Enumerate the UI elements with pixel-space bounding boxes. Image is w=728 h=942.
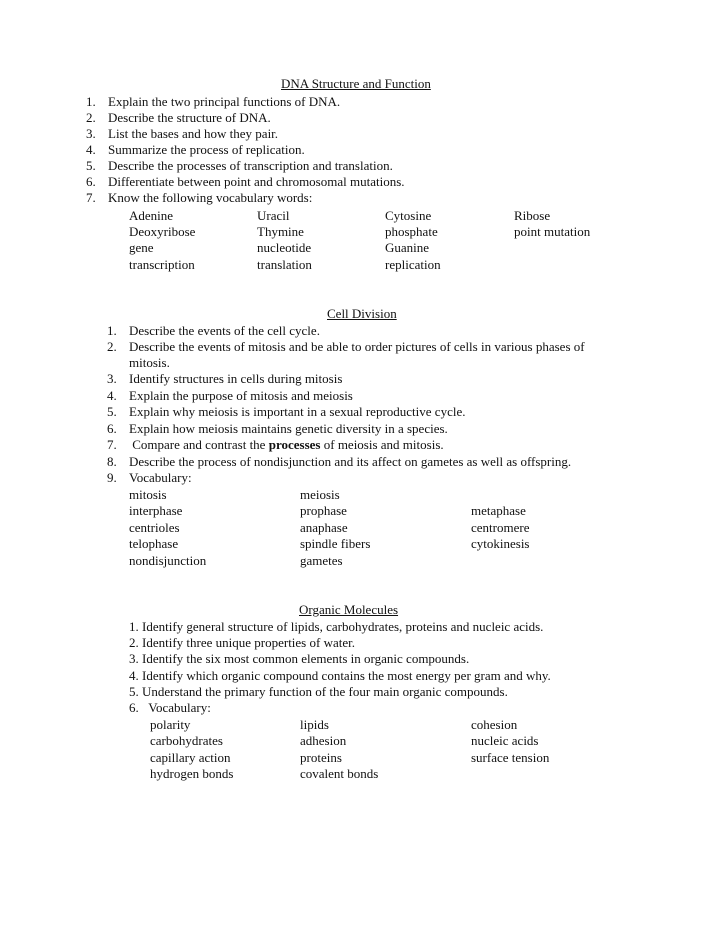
- item-text: Describe the events of the cell cycle.: [129, 323, 320, 338]
- vocab-word: surface tension: [471, 750, 550, 765]
- vocab-word: nucleic acids: [471, 733, 539, 748]
- item-text: Explain how meiosis maintains genetic diversity in a species.: [129, 421, 448, 436]
- vocab-word: Cytosine: [385, 208, 432, 223]
- item-text: [129, 437, 444, 453]
- emphasis-word: processes: [268, 437, 321, 452]
- cell-division-section-title: Cell Division: [327, 306, 397, 321]
- vocab-word: metaphase: [471, 503, 526, 518]
- vocab-word: prophase: [300, 503, 347, 518]
- list-item: 3. Identify the six most common elements in organic compounds.: [129, 651, 470, 666]
- item-number: 6.: [86, 174, 96, 189]
- item-text: Know the following vocabulary words:: [108, 190, 313, 205]
- vocab-word: capillary action: [150, 750, 231, 765]
- list-item: 6. Vocabulary:: [129, 700, 211, 715]
- organic-molecules-section-title: Organic Molecules: [299, 602, 399, 617]
- item-number: 3.: [86, 126, 96, 141]
- item-text: Explain the two principal functions of DNA.: [108, 94, 341, 109]
- vocab-word: meiosis: [300, 487, 340, 502]
- item-number: 3.: [107, 371, 117, 386]
- vocab-word: polarity: [150, 717, 191, 732]
- vocab-word: centrioles: [129, 520, 180, 535]
- list-item: 4. Identify which organic compound contains the most energy per gram and why.: [129, 668, 551, 683]
- item-text: Differentiate between point and chromosomal mutations.: [108, 174, 405, 189]
- vocab-word: hydrogen bonds: [150, 766, 234, 781]
- item-text-continued: mitosis.: [129, 355, 170, 370]
- vocab-word: covalent bonds: [300, 766, 379, 781]
- item-number: 1.: [107, 323, 117, 338]
- dna-section-title: DNA Structure and Function: [281, 76, 431, 91]
- vocab-word: lipids: [300, 717, 329, 732]
- item-number: 1.: [86, 94, 96, 109]
- list-item: 5. Understand the primary function of the four main organic compounds.: [129, 684, 508, 699]
- item-number: 9.: [107, 470, 117, 485]
- item-text: Explain the purpose of mitosis and meiosis: [129, 388, 353, 403]
- item-number: 7.: [86, 190, 96, 205]
- vocab-word: translation: [257, 257, 312, 272]
- list-item: 1. Identify general structure of lipids, carbohydrates, proteins and nucleic acids.: [129, 619, 544, 634]
- item-number: 4.: [86, 142, 96, 157]
- vocab-word: Ribose: [514, 208, 551, 223]
- item-text: Describe the process of nondisjunction and its affect on gametes as well as offspring.: [129, 454, 572, 469]
- vocab-word: Guanine: [385, 240, 430, 255]
- item-number: 2.: [107, 339, 117, 354]
- vocab-word: Thymine: [257, 224, 304, 239]
- vocab-word: gene: [129, 240, 154, 255]
- item-text-end: of meiosis and mitosis.: [320, 437, 444, 452]
- vocab-word: anaphase: [300, 520, 348, 535]
- vocab-word: Deoxyribose: [129, 224, 196, 239]
- item-text: Describe the processes of transcription and translation.: [108, 158, 393, 173]
- vocab-word: cohesion: [471, 717, 518, 732]
- item-number: 6.: [107, 421, 117, 436]
- vocab-word: carbohydrates: [150, 733, 223, 748]
- vocab-word: replication: [385, 257, 441, 272]
- item-text: List the bases and how they pair.: [108, 126, 279, 141]
- vocab-word: interphase: [129, 503, 183, 518]
- vocab-word: Uracil: [257, 208, 290, 223]
- vocab-word: nucleotide: [257, 240, 312, 255]
- item-number: 8.: [107, 454, 117, 469]
- item-text: Explain why meiosis is important in a sexual reproductive cycle.: [129, 404, 466, 419]
- item-text: Summarize the process of replication.: [108, 142, 305, 157]
- vocab-word: transcription: [129, 257, 195, 272]
- item-number: 2.: [86, 110, 96, 125]
- vocab-word: Adenine: [129, 208, 174, 223]
- item-text-start: Compare and contrast the: [129, 437, 269, 452]
- vocab-word: nondisjunction: [129, 553, 207, 568]
- vocab-word: telophase: [129, 536, 179, 551]
- vocab-word: gametes: [300, 553, 343, 568]
- vocab-word: point mutation: [514, 224, 591, 239]
- item-number: 4.: [107, 388, 117, 403]
- item-text: Describe the events of mitosis and be able to order pictures of cells in various phases of: [129, 339, 585, 354]
- vocab-word: proteins: [300, 750, 342, 765]
- item-number: 5.: [86, 158, 96, 173]
- vocab-word: mitosis: [129, 487, 167, 502]
- vocab-word: adhesion: [300, 733, 347, 748]
- item-text: Describe the structure of DNA.: [108, 110, 271, 125]
- list-item: 2. Identify three unique properties of water.: [129, 635, 355, 650]
- item-number: 7.: [107, 437, 117, 452]
- item-text: Identify structures in cells during mitosis: [129, 371, 343, 386]
- vocab-word: phosphate: [385, 224, 438, 239]
- item-text: Vocabulary:: [129, 470, 192, 485]
- vocab-word: cytokinesis: [471, 536, 530, 551]
- vocab-word: spindle fibers: [300, 536, 371, 551]
- vocab-word: centromere: [471, 520, 530, 535]
- item-number: 5.: [107, 404, 117, 419]
